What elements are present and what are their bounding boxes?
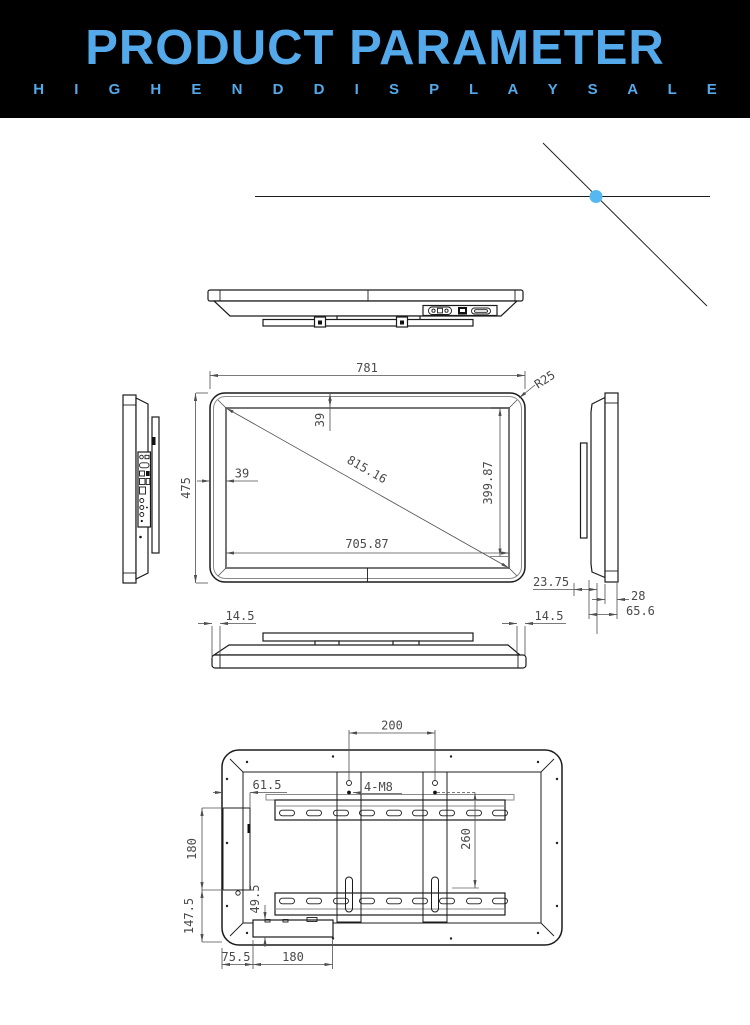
dim-label-total-depth: 65.6 [626, 604, 655, 618]
dim-label-vesa-height: 260 [459, 828, 473, 850]
dim-label-top-bezel: 39 [313, 412, 327, 428]
dim-label-diagonal: 815.16 [344, 452, 390, 487]
dim-label-screen-height: 399.87 [481, 461, 495, 505]
dim-label-vesa-width: 200 [381, 718, 403, 733]
front-view-drawing [179, 361, 558, 583]
dim-label-speaker-box-height: 49.5 [248, 884, 262, 914]
dim-label-bottom-right-offset: 14.5 [534, 609, 564, 623]
top-view-drawing [208, 290, 523, 327]
page-title: PRODUCT PARAMETER [85, 20, 665, 75]
dim-label-speaker-box-offset: 75.5 [221, 950, 251, 964]
dim-label-panel-thickness: 28 [631, 589, 646, 603]
bottom-view-drawing [198, 609, 566, 668]
header-banner [0, 0, 750, 118]
dim-label-bracket-height: 180 [185, 838, 199, 860]
dim-label-overall-width: 781 [356, 361, 378, 375]
page-subtitle: H I G H E N D D I S P L A Y S A L E [33, 80, 730, 98]
dim-label-lower-section-height: 147.5 [182, 897, 196, 935]
dim-label-bottom-left-offset: 14.5 [225, 609, 255, 623]
highlight-dot [590, 190, 603, 203]
dim-label-overall-height: 475 [179, 477, 193, 499]
dim-label-screw-spec: 4-M8 [364, 780, 393, 794]
back-view-drawing [182, 719, 562, 970]
decor-lines [255, 143, 710, 306]
left-side-view-drawing [123, 395, 159, 583]
dim-label-corner-radius: R25 [531, 367, 558, 392]
dim-label-edge-to-bracket: 61.5 [252, 778, 282, 792]
dim-label-left-bezel: 39 [234, 466, 250, 481]
dim-label-screen-width: 705.87 [345, 537, 389, 551]
usb-port-icon [458, 307, 467, 315]
dim-label-back-depth: 23.75 [532, 575, 570, 589]
right-side-view-drawing [533, 393, 655, 634]
dim-label-speaker-box-width: 180 [282, 950, 304, 964]
